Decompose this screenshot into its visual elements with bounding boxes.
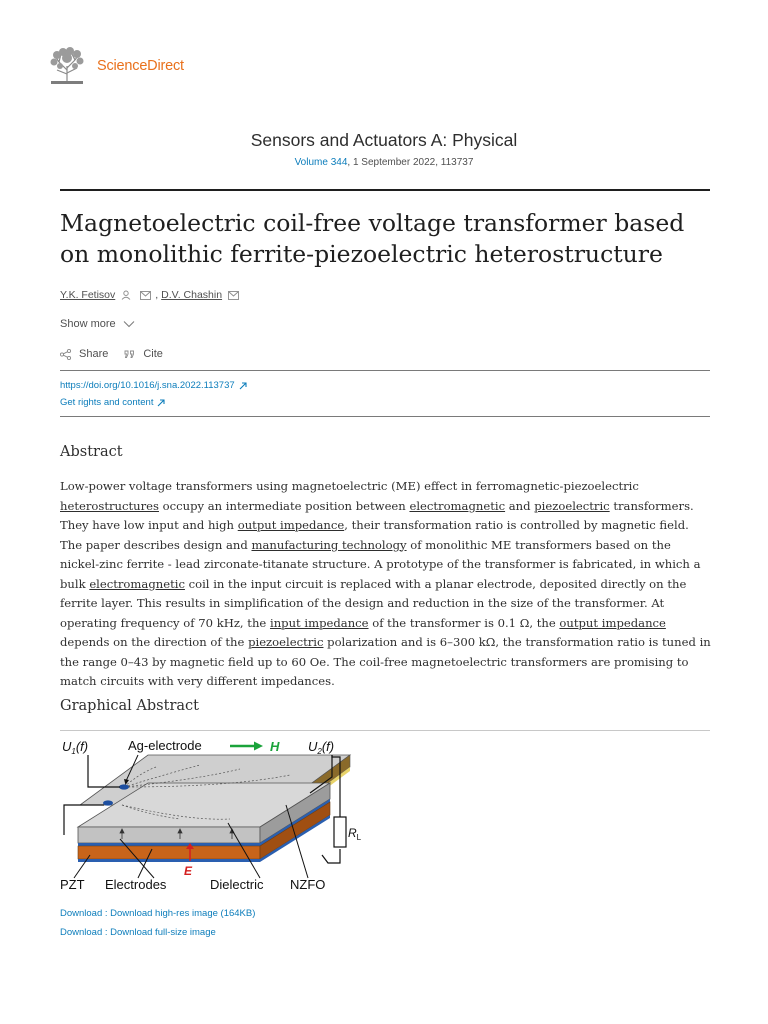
e-field-label: E [184,864,193,878]
abstract-text: occupy an intermediate position between [158,498,410,513]
graphical-abstract-heading: Graphical Abstract [60,698,199,714]
download-fullsize-link[interactable]: Download : Download full-size image [60,927,216,938]
article-title: Magnetoelectric coil-free voltage transformer based on monolithic ferrite-piezoelectric heterostructure [60,209,685,268]
author-separator: , [155,289,159,301]
sciencedirect-logo[interactable] [47,46,184,86]
author-link-fetisov[interactable]: Y.K. Fetisov [60,289,116,301]
transformer-diagram [60,735,360,895]
abstract-term-link[interactable]: output impedance [237,518,345,532]
load-resistor [334,817,346,847]
elsevier-tree-icon [47,46,87,86]
abstract-term-link[interactable]: heterostructures [60,498,159,513]
abstract-text: polarization and is 6–300 kΩ, the transformation ratio is tuned in the range 0–43 by magnetic field up to 60 Oe. The coil-free magnetoelectric transformers are promising to match circuits with very different impedances. [60,635,711,688]
graphical-abstract-figure[interactable] [60,735,360,895]
abstract-text: of the transformer is 0.1 Ω, the [368,615,560,630]
envelope-icon[interactable] [228,291,239,300]
cite-button[interactable] [124,348,163,360]
author-link-chashin[interactable]: D.V. Chashin [161,289,223,301]
abstract-text: transformers. They have low input and high [60,498,694,532]
abstract-text: coil in the input circuit is replaced with a planar electrode, deposited directly on the ferrite layer. This results in simplification of the design and reduction in the size of the transformer. At operating frequency of 70 kHz, the [60,576,687,630]
volume-link[interactable]: Volume 344 [294,157,348,168]
article-actions [60,348,179,360]
header-divider [60,189,710,191]
external-link-icon [239,382,247,390]
download-highres-link[interactable]: Download : Download high-res image (164KB) [60,908,256,919]
pzt-label: PZT [60,877,85,892]
abstract-term-link[interactable]: electromagnetic [89,576,185,591]
h-field-label: H [270,739,280,754]
abstract-body [60,477,712,692]
cite-label: Cite [143,348,163,360]
doi-link[interactable]: https://doi.org/10.1016/j.sna.2022.113737 [60,380,235,391]
abstract-text: of monolithic ME transformers based on the nickel-zinc ferrite - lead zirconate-titanate structure. A prototype of the transformer is fabricated, in which a bulk [60,537,701,591]
rights-link[interactable]: Get rights and content [60,397,154,408]
share-icon [60,349,71,360]
sciencedirect-wordmark: ScienceDirect [97,58,184,74]
abstract-term-link[interactable]: manufacturing technology [251,537,407,552]
abstract-text: , their transformation ratio is controlled by magnetic field. The paper describes design and [60,518,689,552]
envelope-icon[interactable] [140,291,151,300]
show-more-label: Show more [60,318,116,330]
author-list [60,289,242,301]
issue-info: , 1 September 2022, 113737 [347,157,474,168]
u1-label: $U_1(f)$ [62,739,89,756]
external-link-icon [157,399,165,407]
graphical-abstract-divider [60,730,710,731]
share-label: Share [79,348,109,360]
journal-header [0,130,768,168]
electrodes-label: Electrodes [105,877,167,892]
person-icon[interactable] [121,290,131,300]
journal-meta [0,157,768,168]
abstract-term-link[interactable]: electromagnetic [409,498,506,513]
show-more-button[interactable] [60,318,135,330]
abstract-term-link[interactable]: output impedance [559,615,666,630]
abstract-term-link[interactable]: piezoelectric [534,498,610,513]
share-button[interactable] [60,348,108,360]
abstract-term-link[interactable]: piezoelectric [248,635,324,649]
u2-label: $U_2(f)$ [308,739,335,756]
abstract-text: Low-power voltage transformers using magnetoelectric (ME) effect in ferromagnetic-piezoelectric [60,479,639,493]
links-top-divider [60,370,710,371]
nzfo-label: NZFO [290,877,326,892]
journal-title[interactable]: Sensors and Actuators A: Physical [250,130,518,150]
abstract-text: depends on the direction of the [60,635,249,649]
ag-electrode-label: Ag-electrode [128,738,202,753]
article-links [60,377,247,411]
abstract-term-link[interactable]: input impedance [269,615,369,630]
rl-label: $R_L$ [348,826,362,842]
dielectric-label: Dielectric [210,877,264,892]
chevron-down-icon [123,320,135,328]
links-bottom-divider [60,416,710,417]
abstract-heading: Abstract [60,444,123,460]
quote-icon [124,350,135,359]
abstract-text: and [505,498,535,513]
